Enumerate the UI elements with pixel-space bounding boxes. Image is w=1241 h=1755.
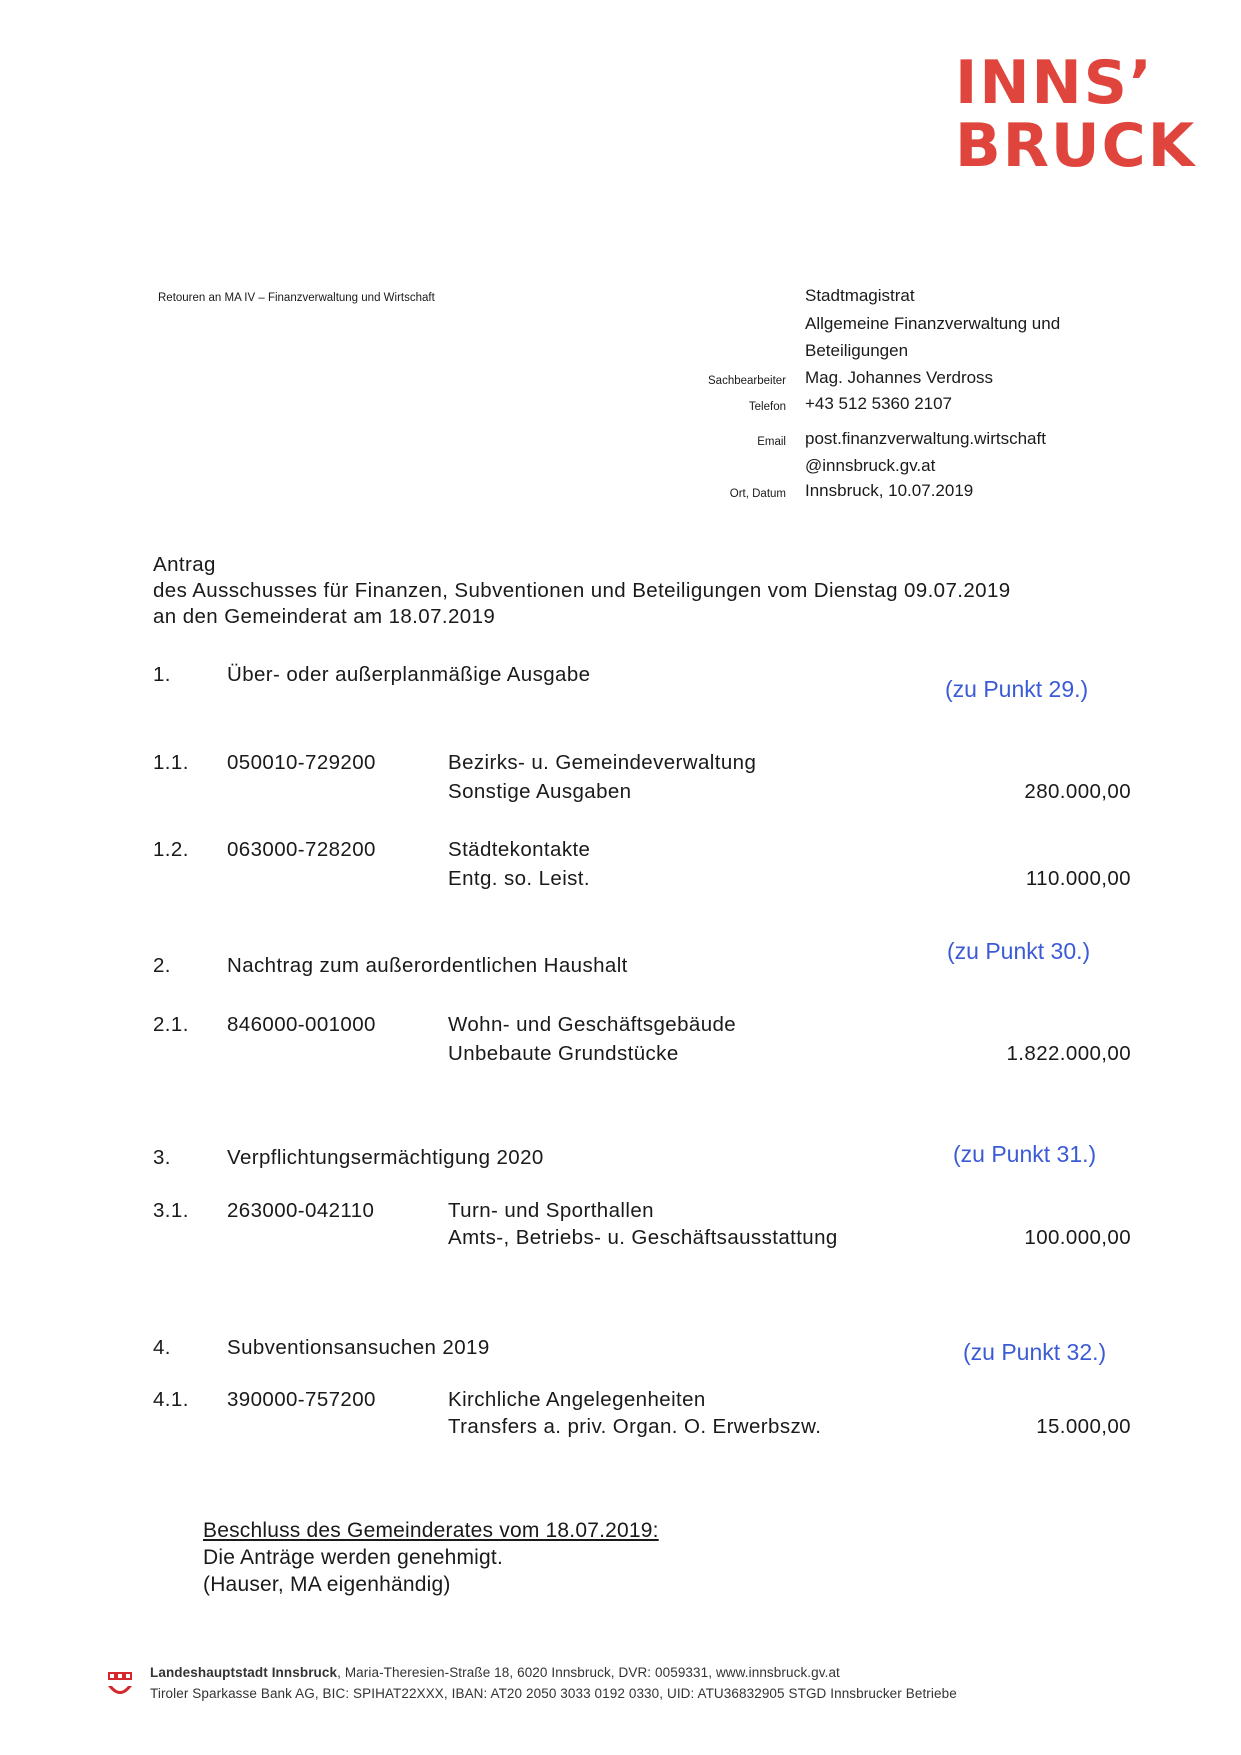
footer-address: , Maria-Theresien-Straße 18, 6020 Innsbruck, DVR: 0059331, www.innsbruck.gv.at [337, 1665, 840, 1680]
logo-line-2: BRUCK [955, 111, 1197, 181]
section-number: 1. [153, 663, 171, 686]
item-amount: 100.000,00 [1024, 1226, 1131, 1249]
innsbruck-logo [955, 48, 1197, 181]
item-number: 2.1. [153, 1013, 189, 1036]
agenda-reference: (zu Punkt 30.) [947, 938, 1091, 964]
item-number: 1.2. [153, 838, 189, 861]
item-description-1: Bezirks- u. Gemeindeverwaltung [448, 751, 757, 774]
phone-label: Telefon [748, 401, 786, 413]
item-description-1: Wohn- und Geschäftsgebäude [448, 1013, 737, 1036]
office-line-2: Allgemeine Finanzverwaltung und [805, 314, 1061, 333]
phone-number: +43 512 5360 2107 [805, 394, 953, 413]
item-description-2: Unbebaute Grundstücke [448, 1042, 679, 1065]
item-account: 390000-757200 [227, 1388, 376, 1411]
item-account: 050010-729200 [227, 751, 376, 774]
agenda-reference: (zu Punkt 32.) [963, 1339, 1107, 1365]
email-label: Email [757, 436, 786, 448]
office-line-1: Stadtmagistrat [805, 286, 915, 305]
place-date: Innsbruck, 10.07.2019 [805, 481, 974, 500]
item-amount: 280.000,00 [1024, 780, 1131, 803]
section-title: Subventionsansuchen 2019 [227, 1336, 490, 1359]
heading-line-1: Antrag [153, 553, 216, 576]
agenda-reference: (zu Punkt 31.) [953, 1141, 1097, 1167]
clerk-name: Mag. Johannes Verdross [805, 368, 994, 387]
resolution-title-text: Beschluss des Gemeinderates vom 18.07.2019: [203, 1519, 659, 1542]
item-account: 846000-001000 [227, 1013, 376, 1036]
item-description-1: Städtekontakte [448, 838, 591, 861]
item-description-1: Kirchliche Angelegenheiten [448, 1388, 706, 1411]
item-description-2: Amts-, Betriebs- u. Geschäftsausstattung [448, 1226, 838, 1249]
section-number: 4. [153, 1336, 171, 1359]
clerk-label: Sachbearbeiter [708, 375, 786, 387]
footer-bank-line: Tiroler Sparkasse Bank AG, BIC: SPIHAT22XXX, IBAN: AT20 2050 3033 0192 0330, UID: ATU36832905 STGD Innsbrucker Betriebe [150, 1686, 957, 1701]
return-address: Retouren an MA IV – Finanzverwaltung und Wirtschaft [158, 292, 435, 304]
office-line-3: Beteiligungen [805, 341, 909, 360]
item-amount: 1.822.000,00 [1006, 1042, 1131, 1065]
email-line-1: post.finanzverwaltung.wirtschaft [805, 429, 1046, 448]
city-emblem-icon [107, 1670, 133, 1704]
heading-line-2: des Ausschusses für Finanzen, Subventionen und Beteiligungen vom Dienstag 09.07.2019 [153, 579, 1011, 602]
item-description-2: Entg. so. Leist. [448, 867, 591, 890]
footer-org: Landeshauptstadt Innsbruck [150, 1665, 338, 1680]
section-number: 2. [153, 954, 171, 977]
section-title: Über- oder außerplanmäßige Ausgabe [227, 663, 591, 686]
section-title: Nachtrag zum außerordentlichen Haushalt [227, 954, 628, 977]
item-amount: 15.000,00 [1036, 1415, 1131, 1438]
section-title: Verpflichtungsermächtigung 2020 [227, 1146, 544, 1169]
email-line-2: @innsbruck.gv.at [805, 456, 936, 475]
place-date-label: Ort, Datum [729, 488, 786, 500]
item-account: 063000-728200 [227, 838, 376, 861]
item-number: 1.1. [153, 751, 189, 774]
footer-address-line [150, 1665, 840, 1680]
item-description-2: Sonstige Ausgaben [448, 780, 632, 803]
resolution-title [203, 1519, 659, 1543]
item-number: 4.1. [153, 1388, 189, 1411]
section-number: 3. [153, 1146, 171, 1169]
item-account: 263000-042110 [227, 1199, 375, 1222]
logo-line-1: INNS’ [955, 48, 1154, 118]
item-number: 3.1. [153, 1199, 189, 1222]
item-description-2: Transfers a. priv. Organ. O. Erwerbszw. [448, 1415, 822, 1438]
agenda-reference: (zu Punkt 29.) [945, 676, 1089, 702]
item-description-1: Turn- und Sporthallen [448, 1199, 654, 1222]
resolution-line-1: Die Anträge werden genehmigt. [203, 1546, 503, 1569]
heading-line-3: an den Gemeinderat am 18.07.2019 [153, 605, 496, 628]
item-amount: 110.000,00 [1025, 867, 1131, 890]
resolution-line-2: (Hauser, MA eigenhändig) [203, 1573, 451, 1596]
